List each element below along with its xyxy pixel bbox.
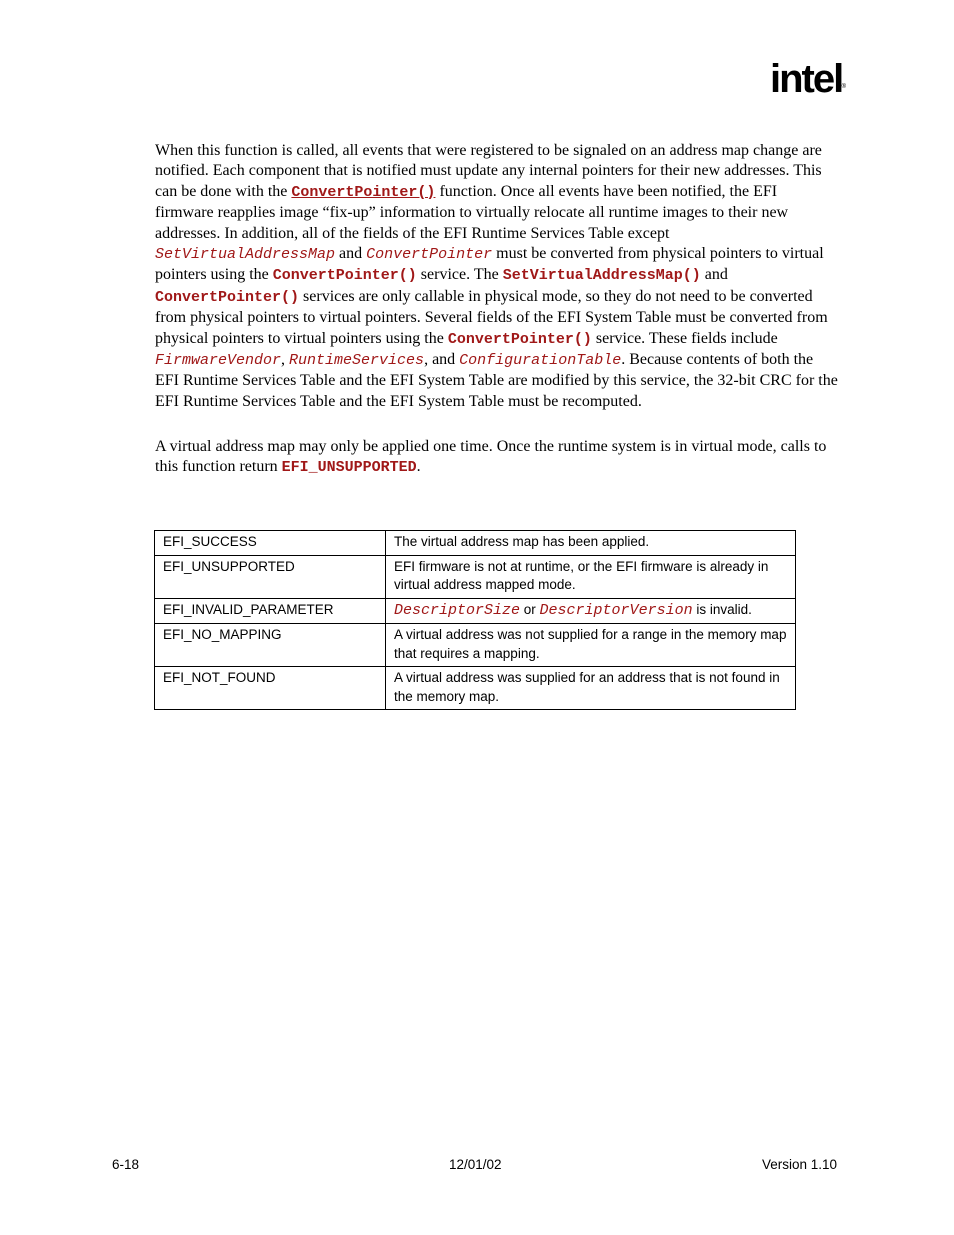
footer-version: Version 1.10	[762, 1157, 838, 1172]
footer-date: 12/01/02	[449, 1157, 502, 1172]
text-run: must be converted from physical pointers to virtual pointers using the	[155, 245, 824, 284]
paragraph-1-text	[155, 141, 839, 412]
text-run: .	[416, 458, 421, 476]
status-code: EFI_NO_MAPPING	[155, 624, 386, 667]
table-row	[155, 598, 796, 624]
text-run: and	[700, 266, 728, 284]
parameter-name: DescriptorSize	[394, 601, 521, 619]
code-term: ConvertPointer()	[447, 330, 592, 348]
text-run: service. These fields include	[591, 329, 778, 347]
logo-text: intel	[770, 57, 843, 101]
text-run: ,	[281, 351, 290, 369]
text-run: A virtual address was not supplied for a range in the memory map that requires a mapping.	[394, 627, 787, 661]
status-codes-table	[154, 530, 796, 710]
text-run: or	[520, 601, 540, 617]
code-term: EFI_UNSUPPORTED	[281, 459, 417, 477]
text-run: A virtual address was supplied for an address that is not found in the memory map.	[394, 670, 780, 704]
status-description	[386, 531, 796, 556]
footer-page-number: 6-18	[112, 1157, 140, 1172]
text-run: is invalid.	[692, 601, 752, 617]
parameter-name: ConfigurationTable	[459, 352, 622, 370]
status-description	[386, 598, 796, 624]
text-run: The virtual address map has been applied.	[394, 534, 650, 549]
text-run: function. Once all events have been notified, the EFI firmware reapplies image “fix-up” information to virtually relocate all runtime images to their new addresses. In addition, all of the fields of the EFI Runtime Services Table except	[155, 182, 789, 242]
parameter-name: DescriptorVersion	[539, 601, 693, 619]
parameter-name: FirmwareVendor	[155, 352, 282, 370]
text-run: . Because contents of both the EFI Runtime Services Table and the EFI System Table are modified by this service, the 32-bit CRC for the EFI Runtime Services Table and the EFI System Table must be recomputed.	[155, 351, 838, 410]
status-code: EFI_UNSUPPORTED	[155, 555, 386, 598]
registered-mark: ®	[841, 84, 846, 90]
function-link[interactable]: ConvertPointer()	[291, 183, 436, 201]
status-code: EFI_INVALID_PARAMETER	[155, 598, 386, 624]
text-run: services are only callable in physical mode, so they do not need to be converted from physical pointers to virtual pointers. Several fields of the EFI System Table must be converted from physical pointers to virtual pointers using the	[155, 287, 828, 347]
table-row	[155, 667, 796, 710]
text-run: and	[335, 245, 367, 263]
text-run: service. The	[416, 266, 503, 284]
status-description	[386, 555, 796, 598]
table-row	[155, 555, 796, 598]
parameter-name: RuntimeServices	[289, 352, 425, 370]
parameter-name: ConvertPointer	[366, 246, 493, 264]
description-paragraph-1	[155, 141, 839, 412]
status-code: EFI_SUCCESS	[155, 531, 386, 556]
description-paragraph-2	[155, 437, 839, 479]
text-run: EFI firmware is not at runtime, or the EFI firmware is already in virtual address mapped mode.	[394, 558, 769, 592]
code-term: ConvertPointer()	[272, 267, 417, 285]
code-term: SetVirtualAddressMap()	[502, 267, 701, 285]
code-term: ConvertPointer()	[155, 288, 300, 306]
table-row	[155, 531, 796, 556]
text-run: , and	[424, 351, 460, 369]
parameter-name: SetVirtualAddressMap	[155, 246, 336, 264]
status-description	[386, 667, 796, 710]
text-run: A virtual address map may only be applied one time. Once the runtime system is in virtual mode, calls to this function return	[155, 438, 827, 476]
intel-logo	[768, 56, 848, 106]
status-code: EFI_NOT_FOUND	[155, 667, 386, 710]
paragraph-2-text	[155, 437, 839, 479]
status-description	[386, 624, 796, 667]
text-run: When this function is called, all events that were registered to be signaled on an address map change are notified. Each component that is notified must update any internal pointers for their new addresses. This can be done with the	[155, 142, 822, 200]
table-row	[155, 624, 796, 667]
